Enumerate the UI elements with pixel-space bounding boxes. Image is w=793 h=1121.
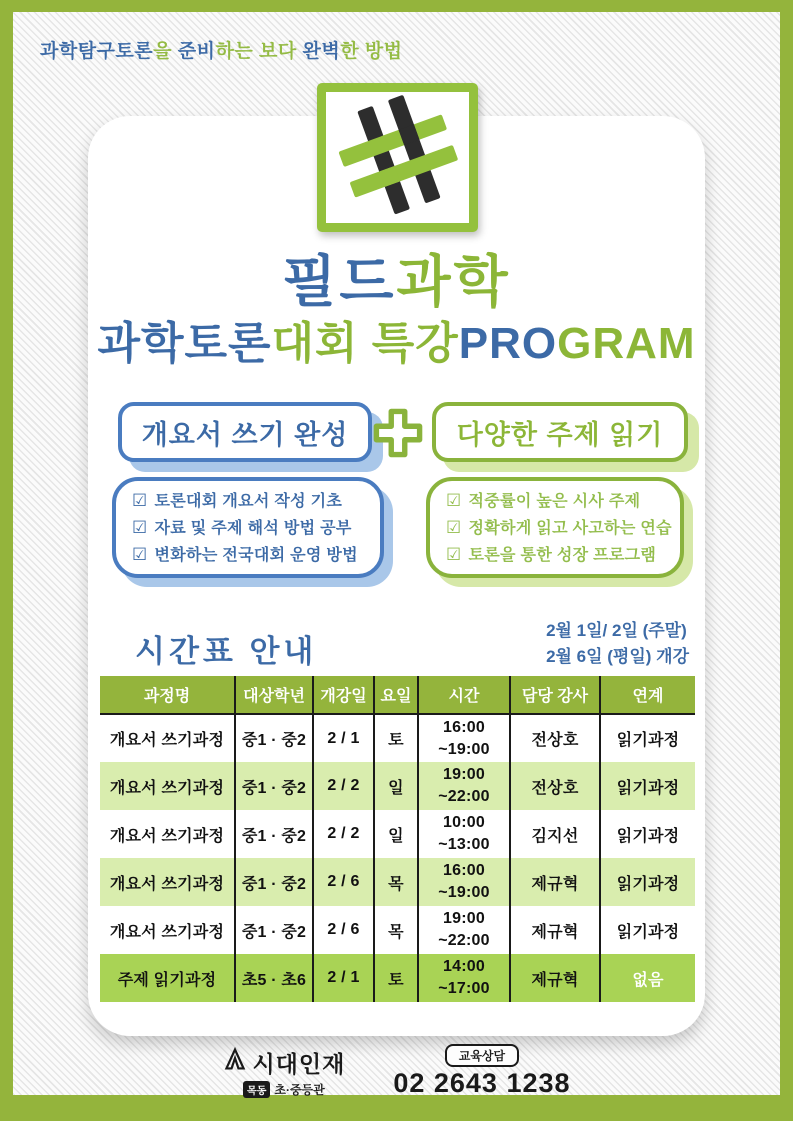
table-header-row xyxy=(100,676,695,714)
sidae-logo-icon xyxy=(222,1047,248,1077)
cell-start: 2 / 6 xyxy=(313,858,374,906)
col-header-day: 요일 xyxy=(374,676,418,714)
checklist-item-label: 적중률이 높은 시사 주제 xyxy=(468,493,641,510)
schedule-date-line: 2월 1일/ 2일 (주말) xyxy=(546,621,687,640)
checklist-writing xyxy=(112,477,384,578)
brand-segment: 필드 xyxy=(282,250,397,313)
cell-teacher: 전상호 xyxy=(510,714,600,762)
table-row xyxy=(100,954,695,1002)
title-segment: 대회 특강 xyxy=(271,319,459,368)
footer xyxy=(0,1044,793,1099)
cell-grade: 중1 · 중2 xyxy=(235,906,313,954)
time-from: 10:00 xyxy=(443,814,485,831)
col-header-linked: 연계 xyxy=(600,676,695,714)
cell-day: 토 xyxy=(374,954,418,1002)
table-row xyxy=(100,858,695,906)
col-header-course: 과정명 xyxy=(100,676,235,714)
title-segment: GRAM xyxy=(557,319,696,368)
schedule-heading: 시간표 안내 xyxy=(135,634,318,669)
cell-start: 2 / 2 xyxy=(313,762,374,810)
table-row xyxy=(100,906,695,954)
badge-label: 다양한 주제 읽기 xyxy=(456,419,664,450)
schedule-table xyxy=(100,676,695,1002)
table-row xyxy=(100,714,695,762)
cell-linked: 읽기과정 xyxy=(616,827,680,845)
checklist-reading xyxy=(426,477,684,578)
checklist-item xyxy=(132,542,366,569)
cell-day: 일 xyxy=(374,810,418,858)
cell-time xyxy=(418,762,510,810)
cell-teacher: 김지선 xyxy=(510,810,600,858)
cell-time xyxy=(418,714,510,762)
time-to: ~13:00 xyxy=(438,836,490,853)
table-row xyxy=(100,810,695,858)
cell-start: 2 / 6 xyxy=(313,906,374,954)
cell-grade: 중1 · 중2 xyxy=(235,762,313,810)
cell-day: 토 xyxy=(374,714,418,762)
title-segment: 과학토론 xyxy=(97,319,272,368)
badge-topic-reading xyxy=(432,402,688,462)
title-segment: PRO xyxy=(458,319,558,368)
time-to: ~19:00 xyxy=(438,740,490,758)
plus-icon xyxy=(371,406,425,460)
cell-linked: 읽기과정 xyxy=(600,762,695,810)
time-to: ~17:00 xyxy=(438,980,490,997)
consult-badge: 교육상담 xyxy=(445,1044,519,1067)
cell-day: 일 xyxy=(374,762,418,810)
col-header-teacher: 담당 강사 xyxy=(510,676,600,714)
cell-day: 목 xyxy=(374,858,418,906)
checklist-item-label: 토론을 통한 성장 프로그램 xyxy=(468,547,657,564)
badge-outline-writing xyxy=(118,402,372,462)
cell-time xyxy=(418,954,510,1002)
time-from: 19:00 xyxy=(443,910,485,927)
cell-course: 개요서 쓰기과정 xyxy=(100,810,235,858)
logo-box xyxy=(317,83,478,232)
schedule-date-line: 2월 6일 (평일) 개강 xyxy=(546,647,689,666)
academy-brand xyxy=(222,1046,345,1098)
cell-grade: 중1 · 중2 xyxy=(235,714,313,762)
cell-teacher: 제규혁 xyxy=(510,954,600,1002)
checked-checkbox-icon: ☑ xyxy=(132,518,148,537)
cell-teacher: 제규혁 xyxy=(510,906,600,954)
time-to: ~19:00 xyxy=(438,884,490,901)
cell-grade: 중1 · 중2 xyxy=(235,810,313,858)
cell-day: 목 xyxy=(374,906,418,954)
col-header-grade: 대상학년 xyxy=(235,676,313,714)
phone-number: 02 2643 1238 xyxy=(393,1068,571,1098)
checked-checkbox-icon: ☑ xyxy=(446,491,462,510)
time-from: 16:00 xyxy=(443,718,485,736)
cell-linked: 없음 xyxy=(600,954,695,1002)
time-to: ~22:00 xyxy=(438,932,490,949)
checked-checkbox-icon: ☑ xyxy=(446,545,462,564)
cell-course: 개요서 쓰기과정 xyxy=(100,858,235,906)
cell-linked: 읽기과정 xyxy=(616,923,680,941)
tagline xyxy=(40,36,403,63)
checklist-item-label: 변화하는 전국대회 운영 방법 xyxy=(154,547,358,564)
checked-checkbox-icon: ☑ xyxy=(132,491,148,510)
branch-badge: 목동 xyxy=(243,1081,270,1098)
time-from: 16:00 xyxy=(443,862,485,879)
cell-grade: 중1 · 중2 xyxy=(235,858,313,906)
cell-course: 개요서 쓰기과정 xyxy=(100,906,235,954)
badge-label: 개요서 쓰기 완성 xyxy=(141,419,349,450)
cell-time xyxy=(418,858,510,906)
table-row xyxy=(100,762,695,810)
checklist-item xyxy=(446,515,672,542)
cell-grade: 초5 · 초6 xyxy=(235,954,313,1002)
cell-course: 주제 읽기과정 xyxy=(100,954,235,1002)
checked-checkbox-icon: ☑ xyxy=(132,545,148,564)
tagline-segment: 완벽 xyxy=(302,41,341,62)
cell-teacher: 제규혁 xyxy=(510,858,600,906)
time-to: ~22:00 xyxy=(438,788,490,805)
hashtag-icon xyxy=(337,94,459,221)
cell-start: 2 / 1 xyxy=(313,954,374,1002)
time-from: 19:00 xyxy=(443,766,485,783)
col-header-start: 개강일 xyxy=(313,676,374,714)
brand-segment: 과학 xyxy=(396,250,511,313)
academy-name: 시대인재 xyxy=(252,1050,346,1077)
time-from: 14:00 xyxy=(443,958,485,975)
checklist-item-label: 정확하게 읽고 사고하는 연습 xyxy=(468,520,672,537)
cell-teacher: 전상호 xyxy=(510,762,600,810)
checklist-item-label: 자료 및 주제 해석 방법 공부 xyxy=(154,520,352,537)
cell-course: 개요서 쓰기과정 xyxy=(100,762,235,810)
checked-checkbox-icon: ☑ xyxy=(446,518,462,537)
cell-linked: 읽기과정 xyxy=(600,858,695,906)
cell-start: 2 / 1 xyxy=(313,714,374,762)
tagline-segment: 준비 xyxy=(177,41,216,62)
checklist-item xyxy=(132,488,366,515)
consult-block xyxy=(393,1044,570,1099)
branch-name: 초·중등관 xyxy=(274,1082,325,1097)
tagline-segment: 하는 보다 xyxy=(215,41,303,62)
tagline-segment: 을 xyxy=(153,41,178,62)
checklist-item xyxy=(132,515,366,542)
checklist-item xyxy=(446,542,666,569)
cell-time xyxy=(418,906,510,954)
checklist-item xyxy=(446,488,666,515)
cell-time xyxy=(418,810,510,858)
tagline-segment: 한 방법 xyxy=(340,41,403,62)
checklist-item-label: 토론대회 개요서 작성 기초 xyxy=(154,493,343,510)
col-header-time: 시간 xyxy=(418,676,510,714)
tagline-segment: 과학탐구토론 xyxy=(40,41,154,62)
cell-course: 개요서 쓰기과정 xyxy=(100,714,235,762)
brand-title xyxy=(0,238,793,318)
cell-linked: 읽기과정 xyxy=(616,732,680,749)
cell-start: 2 / 2 xyxy=(313,810,374,858)
schedule-dates xyxy=(546,618,689,670)
